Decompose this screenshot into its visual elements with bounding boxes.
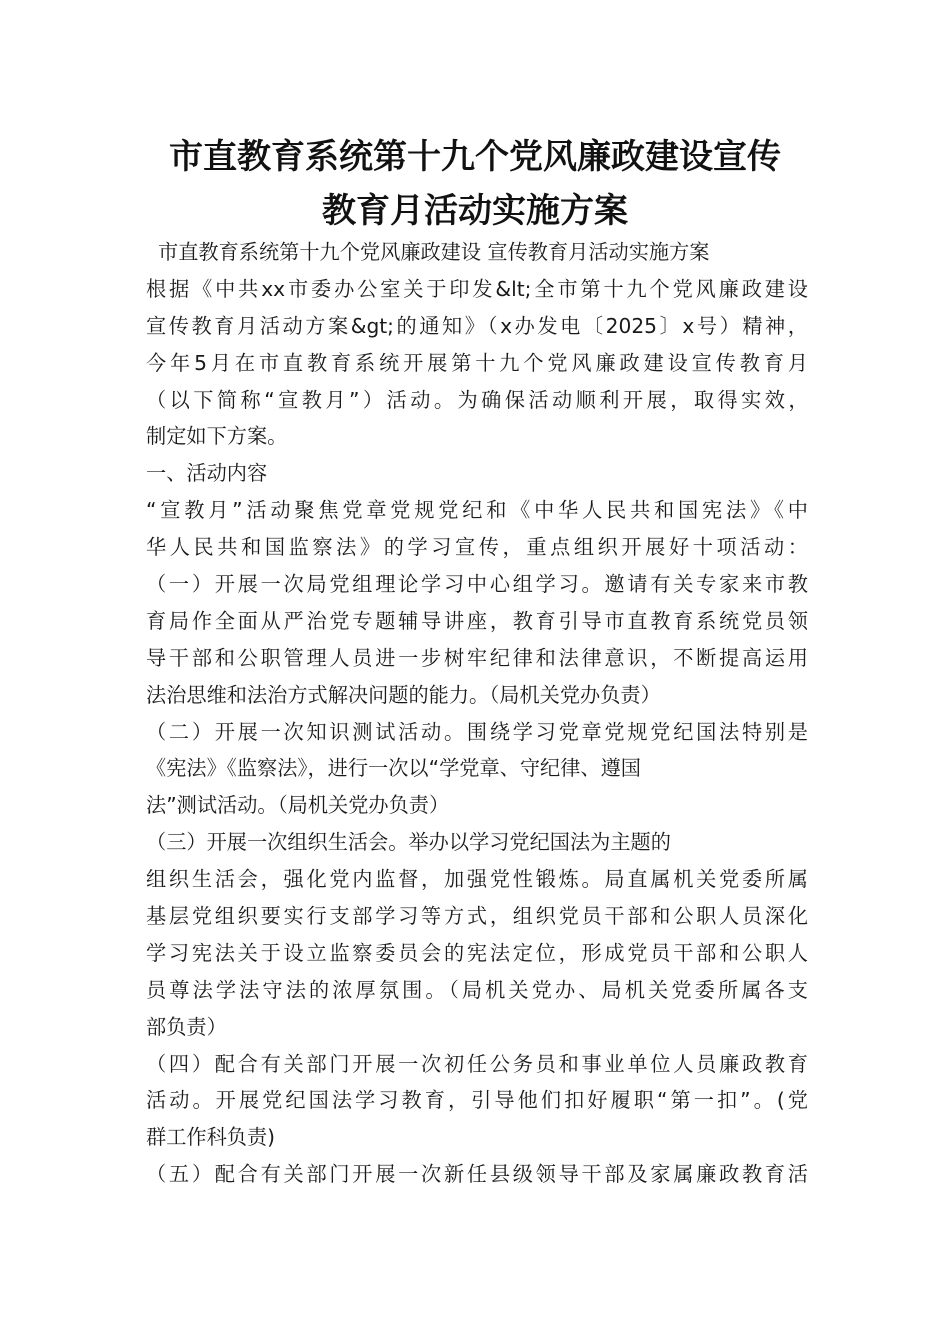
body-line: 组织生活会，强化党内监督，加强党性锻炼。局直属机关党委所属 [146, 867, 808, 892]
body-line: （三）开展一次组织生活会。举办以学习党纪国法为主题的 [146, 830, 671, 855]
body-line: 育局作全面从严治党专题辅导讲座，教育引导市直教育系统党员领 [146, 608, 808, 633]
body-line: （以下简称“宣教月”）活动。为确保活动顺利开展，取得实效， [146, 387, 808, 412]
body-line: （五）配合有关部门开展一次新任县级领导干部及家属廉政教育活 [146, 1162, 808, 1187]
body-line: 今年5月在市直教育系统开展第十九个党风廉政建设宣传教育月 [146, 350, 808, 375]
body-line: 市直教育系统第十九个党风廉政建设 宣传教育月活动实施方案 [158, 240, 710, 264]
body-line: （二）开展一次知识测试活动。围绕学习党章党规党纪国法特别是 [146, 719, 808, 744]
body-line: 基层党组织要实行支部学习等方式，组织党员干部和公职人员深化 [146, 904, 808, 929]
body-line: 活动。开展党纪国法学习教育，引导他们扣好履职“第一扣”。(党 [146, 1088, 808, 1113]
body-line: 《宪法》《监察法》，进行一次以“学党章、守纪律、遵国 [146, 756, 641, 781]
body-line: 制定如下方案。 [146, 424, 288, 449]
body-line: 群工作科负责) [146, 1125, 276, 1150]
body-line: 导干部和公职管理人员进一步树牢纪律和法律意识，不断提高运用 [146, 645, 808, 670]
body-line: 部负责） [146, 1014, 227, 1039]
body-line: （四）配合有关部门开展一次初任公务员和事业单位人员廉政教育 [146, 1051, 808, 1076]
section-heading: 一、活动内容 [146, 461, 268, 486]
document-body [146, 234, 808, 1193]
body-line: 法治思维和法治方式解决问题的能力。（局机关党办负责） [146, 682, 661, 707]
body-line: 员尊法学法守法的浓厚氛围。（局机关党办、局机关党委所属各支 [146, 977, 808, 1002]
body-line: （一）开展一次局党组理论学习中心组学习。邀请有关专家来市教 [146, 572, 808, 597]
body-line: “宣教月”活动聚焦党章党规党纪和《中华人民共和国宪法》《中 [146, 498, 808, 523]
document-title-line-2: 教育月活动实施方案 [322, 191, 628, 231]
body-line: 宣传教育月活动方案&gt;的通知》（x办发电〔2025〕x号）精神， [146, 313, 808, 338]
body-line: 华人民共和国监察法》的学习宣传，重点组织开展好十项活动： [146, 535, 808, 560]
body-line: 学习宪法关于设立监察委员会的宪法定位，形成党员干部和公职人 [146, 940, 808, 965]
body-line: 根据《中共xx市委办公室关于印发&lt;全市第十九个党风廉政建设 [146, 276, 808, 301]
document-title-line-1: 市直教育系统第十九个党风廉政建设宣传 [169, 137, 781, 177]
body-line: 法”测试活动。（局机关党办负责） [146, 793, 450, 818]
